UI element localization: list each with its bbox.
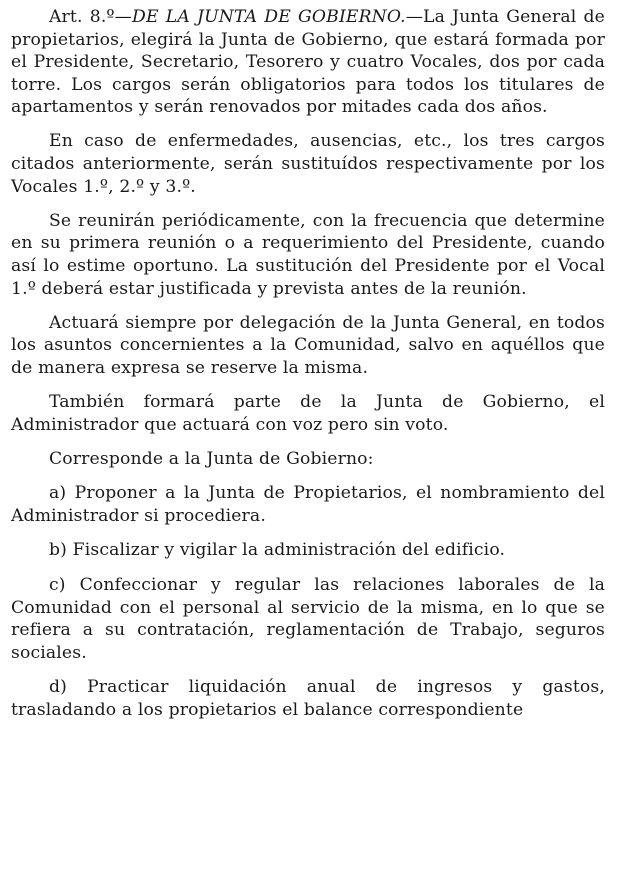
item-text: Proponer a la Junta de Propietarios, el nombramiento del Administrador si procediera. (11, 483, 605, 526)
item-letter: a) (49, 483, 67, 504)
item-text: Fiscalizar y vigilar la administración del edificio. (72, 540, 506, 561)
article-number: Art. 8.º— (49, 7, 133, 27)
item-text: Practicar liquidación anual de ingresos y gastos, trasladando a los propietarios el balance correspondiente (11, 677, 605, 720)
paragraph-administrator: También formará parte de la Junta de Gobierno, el Administrador que actuará con voz pero sin voto. (11, 391, 605, 435)
item-letter: c) (49, 574, 66, 595)
article-heading: DE LA JUNTA DE GOBIERNO. (132, 7, 406, 27)
duty-item-a (11, 482, 605, 527)
paragraph-meetings: Se reunirán periódicamente, con la frecuencia que determine en su primera reunión o a requerimiento del Presidente, cuando así lo estime oportuno. La sustitución del Presidente por el Vocal 1.º deberá estar justificada y prevista antes de la reunión. (11, 210, 605, 299)
article-intro-text: —La Junta General de propietarios, elegirá la Junta de Gobierno, que estará formada por el Presidente, Secretario, Tesorero y cuatro Vocales, dos por cada torre. Los cargos serán obligatorios para todos los titulares de apartamentos y serán renovados por mitades cada dos años. (11, 7, 605, 118)
item-text: Confeccionar y regular las relaciones laborales de la Comunidad con el personal al servicio de la misma, en lo que se refiera a su contratación, reglamentación de Trabajo, seguros sociales. (11, 574, 605, 663)
article-8-intro (11, 6, 605, 119)
paragraph-delegation: Actuará siempre por delegación de la Junta General, en todos los asuntos concernientes a la Comunidad, salvo en aquéllos que de manera expresa se reserve la misma. (11, 312, 605, 378)
paragraph-duties-intro: Corresponde a la Junta de Gobierno: (49, 448, 374, 469)
item-letter: b) (49, 540, 68, 561)
item-letter: d) (49, 677, 68, 698)
duty-item-d (11, 676, 605, 721)
duty-item-b (11, 539, 605, 562)
duty-item-c (11, 574, 605, 664)
paragraph-substitutes: En caso de enfermedades, ausencias, etc., los tres cargos citados anteriormente, serán sustituídos respectivamente por los Vocales 1.º, 2.º y 3.º. (11, 131, 605, 197)
document-page (11, 6, 605, 734)
